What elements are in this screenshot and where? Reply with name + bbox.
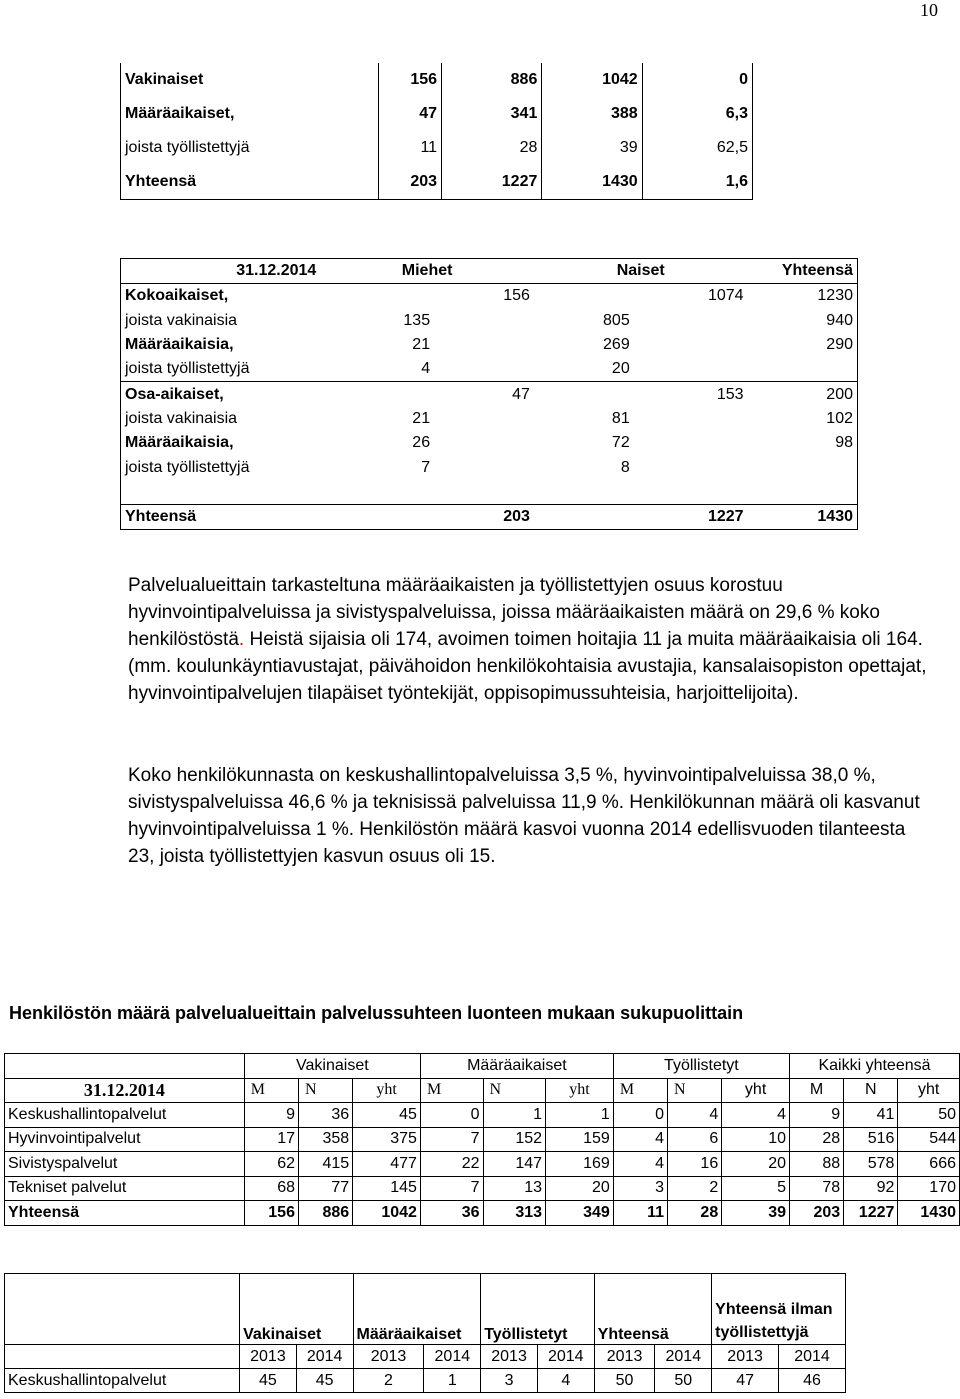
red-period: . [238,629,245,650]
value-cell: 4 [668,1103,722,1128]
table-row [121,165,753,200]
year-header: 2013 [594,1345,655,1369]
spacer-row [121,480,858,505]
group-header: Määräaikaiset [420,1054,613,1079]
year-header: 2013 [353,1345,424,1369]
row-label: Yhteensä [121,504,321,529]
value-cell: 578 [844,1152,898,1177]
sub-header: N [298,1078,352,1103]
value-cell: 203 [378,165,441,200]
value-cell: 50 [655,1369,712,1393]
value-cell: 47 [378,97,441,131]
value-cell: 156 [244,1201,298,1226]
table-row [5,1152,960,1177]
value-cell: 2 [668,1176,722,1201]
value-cell: 88 [789,1152,843,1177]
value-cell: 156 [434,284,534,309]
group-header: Vakinaiset [244,1054,420,1079]
table-row [121,357,858,382]
value-cell [634,431,748,455]
value-cell: 1 [424,1369,481,1393]
value-cell: 7 [421,458,431,476]
value-cell: 28 [442,131,542,165]
spacer-cell [121,480,858,505]
value-cell: 805 [603,311,630,329]
value-cell: 1074 [634,284,748,309]
value-cell: 1430 [898,1201,960,1226]
value-cell: 6,3 [642,97,752,131]
value-cell [534,382,634,407]
value-cell: 145 [353,1176,421,1201]
value-cell [320,284,434,309]
header-date: 31.12.2014 [236,262,317,280]
sub-header: yht [898,1078,960,1103]
value-cell: 45 [240,1369,297,1393]
group-header: Kaikki yhteensä [789,1054,959,1079]
value-cell: 341 [442,97,542,131]
value-cell: 21 [412,409,431,427]
value-cell: 26 [412,434,431,452]
total-row [5,1201,960,1226]
value-cell: 7 [420,1176,483,1201]
value-cell: 313 [483,1201,546,1226]
value-cell: 9 [789,1103,843,1128]
row-label: Osa-aikaiset, [121,382,321,407]
value-cell: 203 [434,504,534,529]
value-cell: 47 [434,382,534,407]
row-label: Vakinaiset [121,63,379,97]
value-cell: 153 [634,382,748,407]
table-row [121,431,858,455]
table-row [5,1176,960,1201]
total-row [121,504,858,529]
value-cell: 544 [898,1127,960,1152]
sub-header: M [244,1078,298,1103]
value-cell: 1227 [442,165,542,200]
value-cell: 135 [403,311,431,329]
value-cell: 13 [483,1176,546,1201]
row-label: joista työllistettyjä [125,360,250,378]
value-cell: 36 [298,1103,352,1128]
value-cell: 349 [546,1201,614,1226]
value-cell [434,431,534,455]
value-cell: 290 [826,336,853,354]
row-label: Yhteensä [121,165,379,200]
value-cell: 170 [898,1176,960,1201]
page-number: 10 [920,0,938,20]
value-cell: 388 [542,97,642,131]
value-cell: 72 [611,434,630,452]
value-cell: 886 [298,1201,352,1226]
row-label: joista vakinaisia [125,409,238,427]
group-header-row [5,1274,846,1345]
value-cell: 516 [844,1127,898,1152]
value-cell: 1227 [634,504,748,529]
value-cell: 0 [613,1103,667,1128]
header-women: Naiset [616,262,665,280]
value-cell: 11 [378,131,441,165]
value-cell: 4 [421,360,431,378]
row-label: Tekniset palvelut [5,1176,245,1201]
value-cell: 77 [298,1176,352,1201]
corner-cell [5,1345,240,1369]
value-cell: 375 [353,1127,421,1152]
group-header: Yhteensä [594,1274,712,1345]
value-cell: 1 [483,1103,546,1128]
value-cell: 147 [483,1152,546,1177]
table-row [121,455,858,479]
value-cell: 81 [611,409,630,427]
row-label: joista työllistettyjä [121,131,379,165]
sub-header: yht [722,1078,790,1103]
row-label: Sivistyspalvelut [5,1152,245,1177]
value-cell: 7 [420,1127,483,1152]
table-row [121,97,753,131]
value-cell: 4 [613,1127,667,1152]
year-header: 2013 [712,1345,779,1369]
row-label: Määräaikaisia, [125,434,234,452]
value-cell [434,333,534,357]
value-cell: 1042 [353,1201,421,1226]
value-cell [434,455,534,479]
value-cell [434,357,534,382]
value-cell: 9 [244,1103,298,1128]
table-row [121,407,858,431]
row-label: Määräaikaisia, [125,336,234,354]
value-cell: 152 [483,1127,546,1152]
value-cell: 78 [789,1176,843,1201]
table-row [121,284,858,309]
value-cell: 1430 [748,504,858,529]
value-cell: 477 [353,1152,421,1177]
value-cell: 1,6 [642,165,752,200]
year-header: 2013 [240,1345,297,1369]
value-cell: 0 [642,63,752,97]
row-label: Hyvinvointipalvelut [5,1127,245,1152]
row-label: joista työllistettyjä [125,458,250,476]
value-cell: 47 [712,1369,779,1393]
value-cell [320,382,434,407]
value-cell: 17 [244,1127,298,1152]
sub-header: N [483,1078,546,1103]
table-row [121,131,753,165]
value-cell [748,357,858,382]
value-cell: 358 [298,1127,352,1152]
group-header: Määräaikaiset [353,1274,481,1345]
value-cell: 28 [789,1127,843,1152]
value-cell: 5 [722,1176,790,1201]
value-cell: 102 [826,409,853,427]
value-cell: 940 [826,311,853,329]
value-cell: 2 [353,1369,424,1393]
value-cell: 45 [353,1103,421,1128]
year-header: 2013 [481,1345,538,1369]
row-label: Kokoaikaiset, [121,284,321,309]
sub-header-row [5,1078,960,1103]
row-label: Keskushallintopalvelut [5,1103,245,1128]
header-men: Miehet [401,262,453,280]
row-label: Määräaikaiset, [121,97,379,131]
value-cell: 1 [546,1103,614,1128]
table-row [5,1369,846,1393]
value-cell [534,284,634,309]
value-cell: 50 [594,1369,655,1393]
corner-cell [5,1054,245,1079]
value-cell: 8 [620,458,630,476]
year-header: 2014 [296,1345,353,1369]
value-cell: 39 [722,1201,790,1226]
year-header: 2014 [537,1345,594,1369]
summary-table [120,63,753,200]
value-cell: 269 [603,336,630,354]
table-row [5,1103,960,1128]
value-cell: 22 [420,1152,483,1177]
value-cell: 6 [668,1127,722,1152]
table-row [121,382,858,407]
value-cell [634,357,748,382]
value-cell: 50 [898,1103,960,1128]
corner-cell [5,1274,240,1345]
value-cell: 1227 [844,1201,898,1226]
value-cell [434,407,534,431]
value-cell: 4 [613,1152,667,1177]
group-header: Työllistetyt [481,1274,594,1345]
value-cell: 39 [542,131,642,165]
value-cell [634,455,748,479]
value-cell: 3 [613,1176,667,1201]
value-cell: 200 [748,382,858,407]
table-row [121,63,753,97]
value-cell: 1230 [748,284,858,309]
value-cell: 0 [420,1103,483,1128]
sub-header: N [668,1078,722,1103]
year-header: 2014 [779,1345,846,1369]
group-header-row [5,1054,960,1079]
year-header: 2014 [655,1345,712,1369]
sub-header: N [844,1078,898,1103]
value-cell: 92 [844,1176,898,1201]
value-cell: 28 [668,1201,722,1226]
paragraph-staff-distribution: Koko henkilökunnasta on keskushallintopalveluissa 3,5 %, hyvinvointipalveluissa 38,0 %, sivistyspalveluissa 46,6 % ja teknisissä palveluissa 11,9 %. Henkilökunnan määrä oli kasvanut hyvinvointipalveluissa 1 %. Henkilöstön määrä kasvoi vuonna 2014 edellisvuoden tilanteesta 23, joista työllistettyjen kasvun osuus oli 15. [128,765,920,867]
sub-header: yht [546,1078,614,1103]
value-cell: 3 [481,1369,538,1393]
value-cell: 169 [546,1152,614,1177]
value-cell: 68 [244,1176,298,1201]
sub-header: M [613,1078,667,1103]
group-header: Yhteensä ilman työllistettyjä [712,1274,846,1345]
table-row [121,309,858,333]
value-cell: 1430 [542,165,642,200]
value-cell: 20 [546,1176,614,1201]
date-cell: 31.12.2014 [5,1078,245,1103]
row-label: Yhteensä [5,1201,245,1226]
year-row [5,1345,846,1369]
value-cell: 98 [835,434,853,452]
value-cell: 62,5 [642,131,752,165]
value-cell: 415 [298,1152,352,1177]
value-cell: 20 [722,1152,790,1177]
value-cell: 10 [722,1127,790,1152]
value-cell [634,333,748,357]
group-header: Vakinaiset [240,1274,353,1345]
paragraph-temporary-staff: Palvelualueittain tarkasteltuna määräaikaisten ja työllistettyjen osuus korostuu hyvinvointipalveluissa ja sivistyspalveluissa, joissa määräaikaisten määrä on 29,6 % koko henkilöstöstä. Heistä sijaisia oli 174, avoimen toimen hoitajia 11 ja muita määräaikaisia oli 164. (mm. koulunkäyntiavustajat, päivähoidon henkilökohtaisia avustajia, kansalaisopiston opettajat, hyvinvointipalvelujen tilapäiset työntekijät, oppisopimussuhteisia, harjoittelijoita). [128,575,927,704]
section-heading: Henkilöstön määrä palvelualueittain palvelussuhteen luonteen mukaan sukupuolittain [9,1003,744,1023]
value-cell: 4 [537,1369,594,1393]
value-cell [534,504,634,529]
group-header: Työllistetyt [613,1054,789,1079]
gender-breakdown-table [120,258,858,530]
header-row [121,259,858,284]
sub-header: M [789,1078,843,1103]
value-cell: 1042 [542,63,642,97]
value-cell: 666 [898,1152,960,1177]
value-cell [320,504,434,529]
value-cell: 4 [722,1103,790,1128]
table-row [5,1127,960,1152]
value-cell: 36 [420,1201,483,1226]
service-area-table [4,1053,960,1226]
value-cell: 886 [442,63,542,97]
table-row [121,333,858,357]
value-cell: 21 [412,336,431,354]
value-cell [434,309,534,333]
value-cell: 46 [779,1369,846,1393]
year-header: 2014 [424,1345,481,1369]
value-cell: 41 [844,1103,898,1128]
sub-header: yht [353,1078,421,1103]
row-label: Keskushallintopalvelut [5,1369,240,1393]
row-label: joista vakinaisia [125,311,238,329]
value-cell: 20 [611,360,630,378]
value-cell [634,309,748,333]
sub-header: M [420,1078,483,1103]
value-cell: 159 [546,1127,614,1152]
value-cell [634,407,748,431]
value-cell: 156 [378,63,441,97]
value-cell: 16 [668,1152,722,1177]
value-cell: 45 [296,1369,353,1393]
value-cell: 62 [244,1152,298,1177]
value-cell: 11 [613,1201,667,1226]
header-total: Yhteensä [781,262,853,280]
value-cell [748,455,858,479]
value-cell: 203 [789,1201,843,1226]
year-comparison-table [4,1273,846,1393]
